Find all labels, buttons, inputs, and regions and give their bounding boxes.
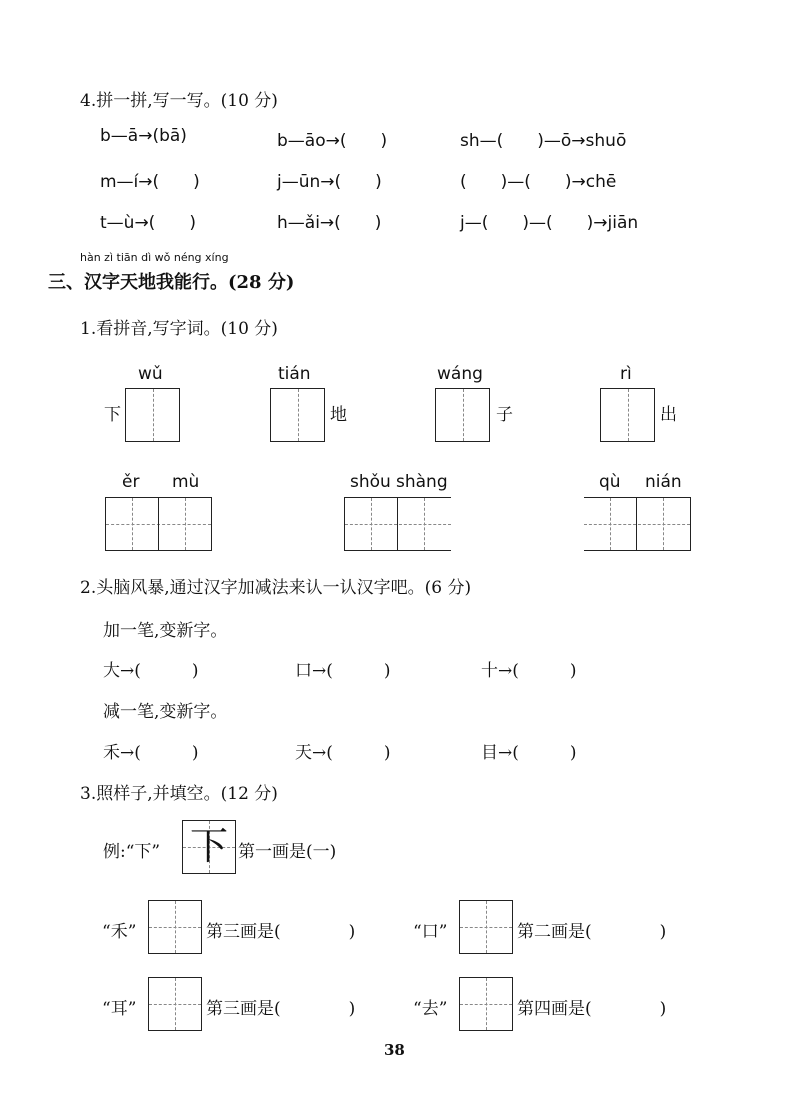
- writing-box[interactable]: [435, 388, 490, 442]
- writing-box-double[interactable]: [344, 497, 451, 551]
- given-char: 地: [330, 405, 347, 425]
- stroke-question: 第二画是( ): [517, 922, 667, 942]
- pinyin-label: ěr: [122, 472, 140, 492]
- stroke-question: 第四画是( ): [517, 999, 667, 1019]
- writing-box-double[interactable]: [105, 497, 212, 551]
- add-item: 大→( ): [103, 661, 199, 681]
- pinyin-item: ( )—( )→chē: [460, 172, 617, 192]
- writing-box[interactable]: [600, 388, 655, 442]
- pinyin-item: b—ā→(bā): [100, 126, 187, 146]
- pinyin-item: sh—( )—ō→shuō: [460, 131, 627, 151]
- given-char: 出: [660, 405, 677, 425]
- pinyin-item: j—ūn→( ): [277, 172, 382, 192]
- writing-box[interactable]: [459, 900, 513, 954]
- example-prefix: 例:“下”: [103, 842, 161, 862]
- pinyin-label: wǔ: [138, 364, 163, 384]
- writing-box[interactable]: [148, 977, 202, 1031]
- add-item: 口→( ): [295, 661, 391, 681]
- stroke-question: 第三画是( ): [206, 999, 356, 1019]
- example-box: [182, 820, 236, 874]
- sub-item: 禾→( ): [103, 743, 199, 763]
- pinyin-label: wáng: [437, 364, 483, 384]
- sub-item: 目→( ): [481, 743, 577, 763]
- given-char: 下: [104, 405, 121, 425]
- q2-sub-label: 减一笔,变新字。: [103, 702, 228, 722]
- stroke-char: “禾”: [102, 922, 137, 942]
- stroke-char: “耳”: [102, 999, 137, 1019]
- writing-box[interactable]: [125, 388, 180, 442]
- writing-box[interactable]: [270, 388, 325, 442]
- writing-box-double[interactable]: [584, 497, 691, 551]
- sub-item: 天→( ): [295, 743, 391, 763]
- q2-add-label: 加一笔,变新字。: [103, 621, 228, 641]
- pinyin-label: tián: [278, 364, 311, 384]
- section3-title: 三、汉字天地我能行。(28 分): [48, 272, 295, 293]
- given-char: 子: [496, 405, 513, 425]
- pinyin-item: b—āo→( ): [277, 131, 388, 151]
- page-number: 38: [384, 1041, 405, 1059]
- pinyin-item: t—ù→( ): [100, 213, 196, 233]
- pinyin-label: mù: [172, 472, 200, 492]
- section3-pinyin: hàn zì tiān dì wǒ néng xíng: [80, 251, 229, 264]
- pinyin-label: qù: [599, 472, 621, 492]
- stroke-char: “口”: [413, 922, 448, 942]
- pinyin-label: rì: [620, 364, 632, 384]
- stroke-char: “去”: [413, 999, 448, 1019]
- q3-title: 3.照样子,并填空。(12 分): [80, 784, 278, 804]
- pinyin-label: nián: [645, 472, 682, 492]
- stroke-question: 第三画是( ): [206, 922, 356, 942]
- pinyin-item: j—( )—( )→jiān: [460, 213, 639, 233]
- example-suffix: 第一画是(一): [238, 842, 337, 862]
- add-item: 十→( ): [481, 661, 577, 681]
- writing-box[interactable]: [148, 900, 202, 954]
- q1-title: 1.看拼音,写字词。(10 分): [80, 319, 278, 339]
- pinyin-label: shàng: [396, 472, 448, 492]
- example-char: 下: [189, 824, 228, 868]
- writing-box[interactable]: [459, 977, 513, 1031]
- pinyin-item: h—ǎi→( ): [277, 213, 382, 233]
- section4-title: 4.拼一拼,写一写。(10 分): [80, 91, 278, 111]
- pinyin-item: m—í→( ): [100, 172, 200, 192]
- pinyin-label: shǒu: [350, 472, 391, 492]
- q2-title: 2.头脑风暴,通过汉字加减法来认一认汉字吧。(6 分): [80, 578, 472, 598]
